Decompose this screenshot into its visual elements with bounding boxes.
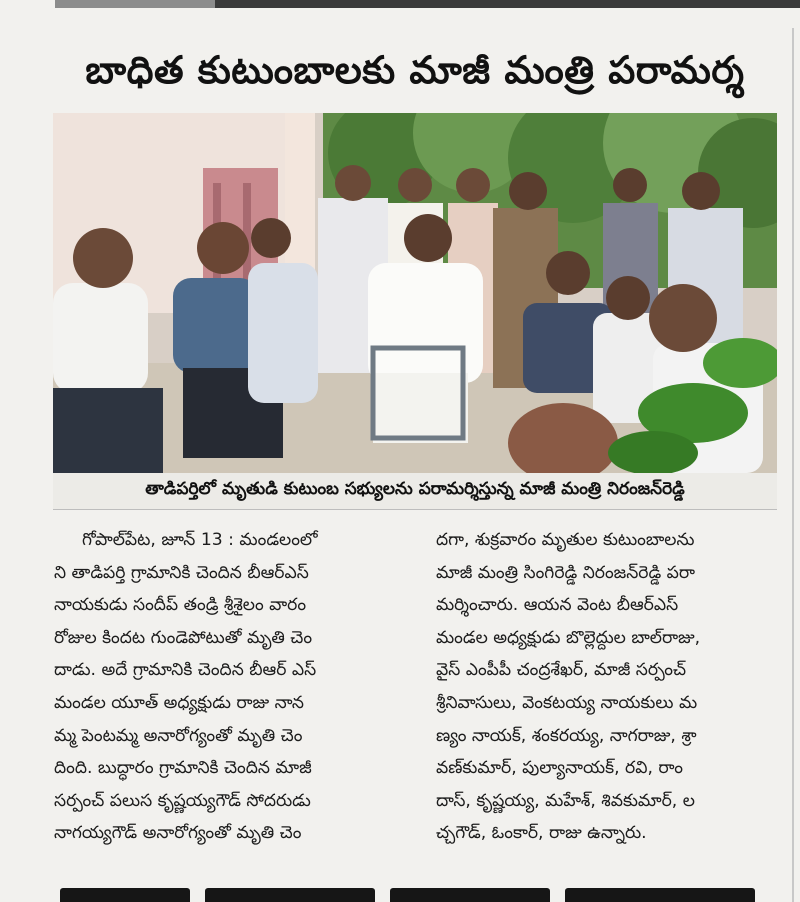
article-line: ణ్యం నాయక్, శంకరయ్య, నాగరాజు, శ్రా: [436, 725, 697, 746]
article-line: మాజీ మంత్రి సింగిరెడ్డి నిరంజన్‌రెడ్డి పరా: [436, 562, 696, 583]
article-line: గోపాల్‌పేట, జూన్ 13 : మండలంలో: [82, 530, 318, 550]
article-line: దింది. బుద్ధారం గ్రామానికి చెందిన మాజీ: [54, 758, 312, 779]
article-line: రోజుల కిందట గుండెపోటుతో మృతి చెం: [54, 627, 313, 648]
article-line: దాడు. అదే గ్రామానికి చెందిన బీఆర్ ఎస్: [54, 660, 317, 681]
article-line: మ్మ పెంటమ్మ అనారోగ్యంతో మృతి చెం: [54, 725, 303, 746]
article-line: నాగయ్యగౌడ్ అనారోగ్యంతో మృతి చెం: [54, 823, 302, 844]
article-line: మండల అధ్యక్షుడు బొల్లెద్దుల బాల్‌రాజు,: [436, 627, 701, 648]
photo-illustration: [53, 113, 777, 473]
article-line: చ్చగౌడ్, ఓంకార్, రాజు ఉన్నారు.: [436, 823, 647, 844]
article-line: ని తాడిపర్తి గ్రామానికి చెందిన బీఆర్ఎస్: [54, 562, 309, 583]
news-photo: [53, 113, 777, 473]
next-headline-cutoff: [40, 882, 780, 902]
article-column-left: [54, 524, 392, 850]
cutoff-glyph: [565, 888, 755, 902]
article-line: వణ్‌కుమార్, పుల్యానాయక్, రవి, రాం: [436, 758, 684, 779]
top-rule-dark: [215, 0, 800, 8]
cutoff-glyph: [390, 888, 550, 902]
article-column-right: [436, 524, 774, 850]
article-line: దాస్, కృష్ణయ్య, మహేశ్, శివకుమార్, ల: [436, 790, 695, 811]
cutoff-glyph: [205, 888, 375, 902]
article-line: వైస్ ఎంపీపీ చంద్రశేఖర్, మాజీ సర్పంచ్: [436, 660, 687, 681]
article-headline: బాధిత కుటుంబాలకు మాజీ మంత్రి పరామర్శ: [85, 48, 745, 92]
article-line: మండల యూత్ అధ్యక్షుడు రాజు నాన: [54, 692, 304, 713]
photo-caption: తాడిపర్తిలో మృతుడి కుటుంబ సభ్యులను పరామర్శిస్తున్న మాజీ మంత్రి నిరంజన్‌రెడ్డి: [53, 473, 777, 510]
article-line: దగా, శుక్రవారం మృతుల కుటుంబాలను: [436, 530, 695, 550]
article-line: శ్రీనివాసులు, వెంకటయ్య నాయకులు మ: [436, 692, 698, 713]
article-line: సర్పంచ్ పలుస కృష్ణయ్యగౌడ్ సోదరుడు: [54, 790, 311, 811]
page-edge-rule: [792, 28, 794, 902]
cutoff-glyph: [60, 888, 190, 902]
top-rule-light: [55, 0, 215, 8]
article-line: మర్శించారు. ఆయన వెంట బీఆర్ఎస్: [436, 595, 679, 616]
article-line: నాయకుడు సందీప్ తండ్రి శ్రీశైలం వారం: [54, 595, 307, 616]
